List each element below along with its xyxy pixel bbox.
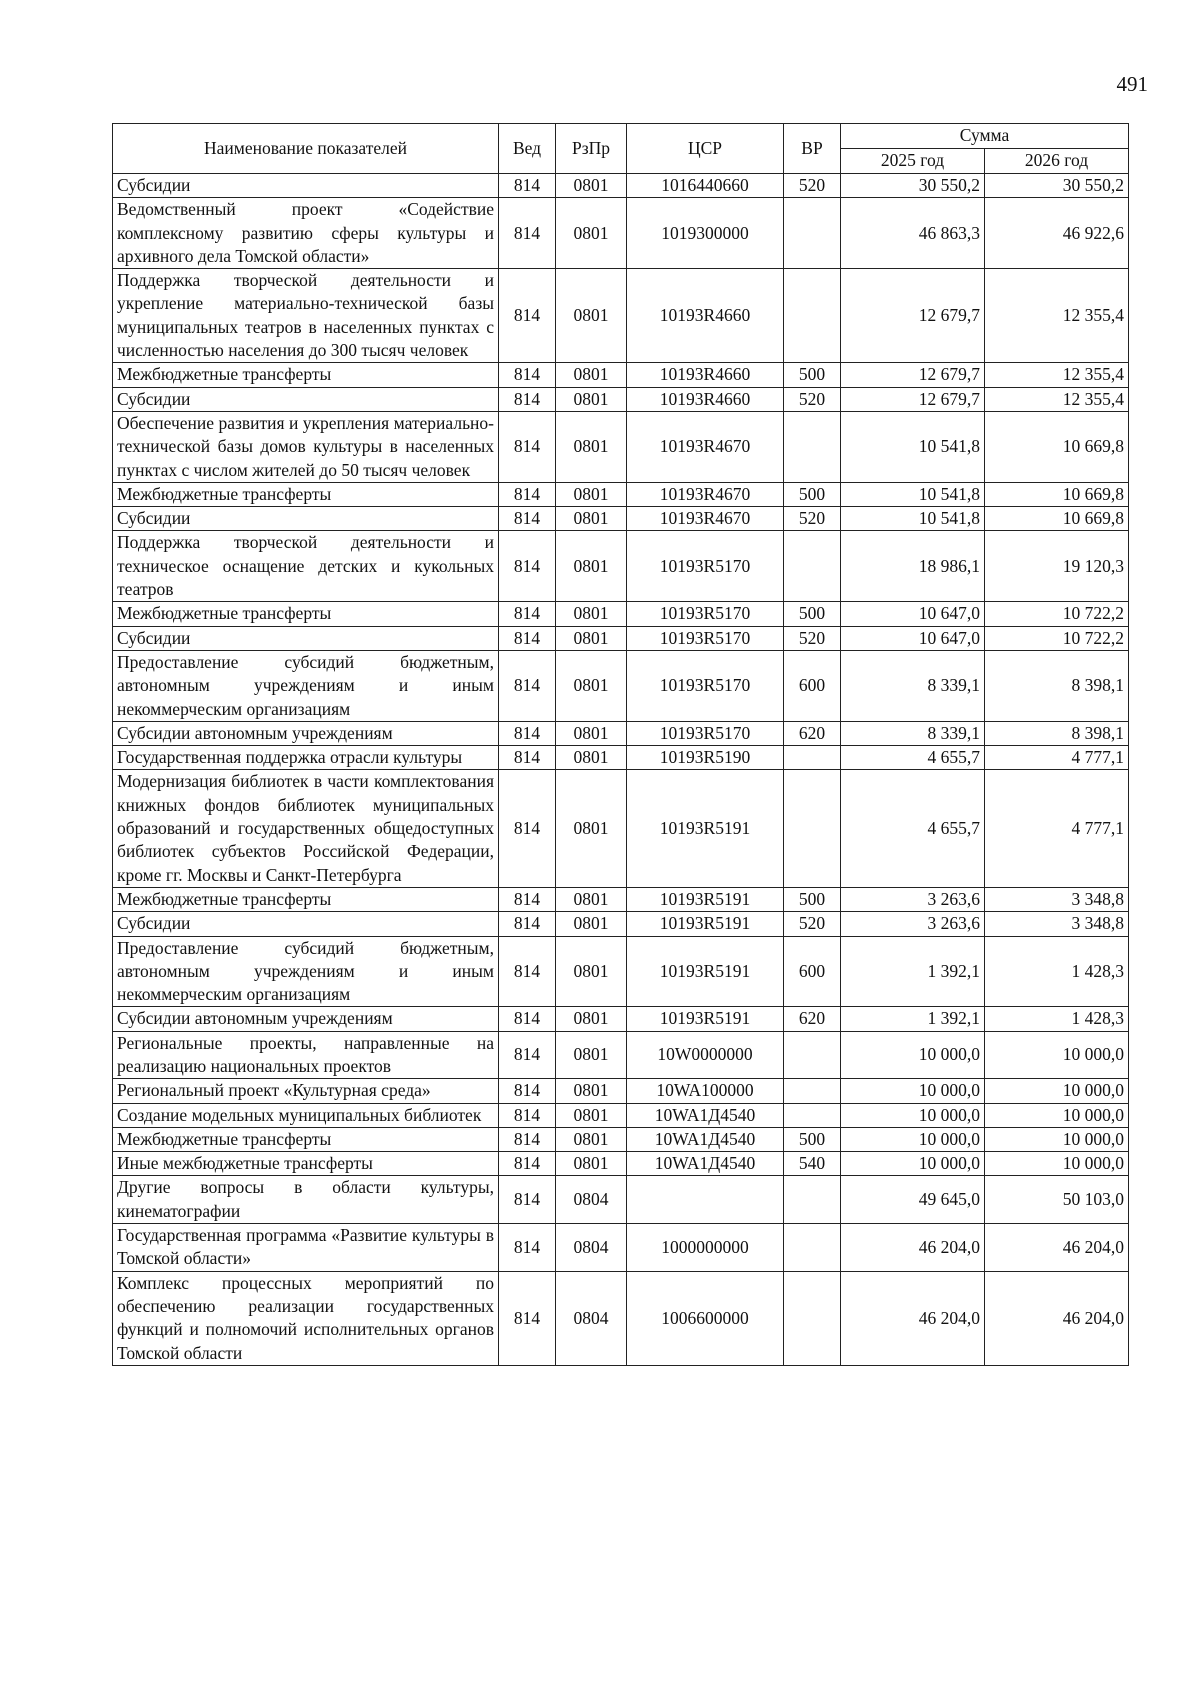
cell-sum-2026: 3 348,8 <box>985 887 1129 911</box>
header-ved: Вед <box>499 124 556 174</box>
cell-sum-2025: 12 679,7 <box>841 363 985 387</box>
cell-rzpr: 0801 <box>556 387 627 411</box>
cell-ved: 814 <box>499 626 556 650</box>
cell-rzpr: 0801 <box>556 1007 627 1031</box>
cell-name: Государственная программа «Развитие культуры в Томской области» <box>113 1224 499 1272</box>
cell-name: Субсидии автономным учреждениям <box>113 1007 499 1031</box>
cell-sum-2025: 10 541,8 <box>841 507 985 531</box>
cell-sum-2026: 10 000,0 <box>985 1103 1129 1127</box>
table-row <box>113 269 1129 363</box>
cell-name: Поддержка творческой деятельности и техническое оснащение детских и кукольных театров <box>113 531 499 602</box>
cell-csr: 10193R5170 <box>627 626 784 650</box>
cell-vr <box>784 1271 841 1365</box>
cell-csr: 10WA100000 <box>627 1079 784 1103</box>
cell-ved: 814 <box>499 1176 556 1224</box>
cell-csr: 10193R5170 <box>627 650 784 721</box>
table-row <box>113 650 1129 721</box>
table-body <box>113 174 1129 1366</box>
cell-ved: 814 <box>499 174 556 198</box>
cell-vr: 500 <box>784 887 841 911</box>
cell-rzpr: 0801 <box>556 721 627 745</box>
cell-name: Обеспечение развития и укрепления материально-технической базы домов культуры в населенных пунктах с числом жителей до 50 тысяч человек <box>113 411 499 482</box>
cell-sum-2026: 50 103,0 <box>985 1176 1129 1224</box>
cell-ved: 814 <box>499 1007 556 1031</box>
cell-rzpr: 0801 <box>556 363 627 387</box>
cell-sum-2026: 10 669,8 <box>985 482 1129 506</box>
cell-name: Поддержка творческой деятельности и укрепление материально-технической базы муниципальных театров в населенных пунктах с численностью населения до 300 тысяч человек <box>113 269 499 363</box>
table-row <box>113 746 1129 770</box>
cell-sum-2026: 10 000,0 <box>985 1152 1129 1176</box>
cell-ved: 814 <box>499 1271 556 1365</box>
cell-csr: 10193R5191 <box>627 912 784 936</box>
cell-rzpr: 0801 <box>556 602 627 626</box>
table-row <box>113 174 1129 198</box>
cell-sum-2026: 10 000,0 <box>985 1031 1129 1079</box>
cell-ved: 814 <box>499 1031 556 1079</box>
cell-ved: 814 <box>499 411 556 482</box>
cell-ved: 814 <box>499 1079 556 1103</box>
cell-name: Межбюджетные трансферты <box>113 887 499 911</box>
header-year-2025: 2025 год <box>841 149 985 174</box>
cell-ved: 814 <box>499 507 556 531</box>
cell-vr: 600 <box>784 650 841 721</box>
cell-rzpr: 0801 <box>556 912 627 936</box>
cell-vr: 500 <box>784 602 841 626</box>
cell-sum-2025: 46 863,3 <box>841 198 985 269</box>
cell-sum-2025: 10 000,0 <box>841 1127 985 1151</box>
cell-csr: 10193R5170 <box>627 531 784 602</box>
cell-name: Создание модельных муниципальных библиотек <box>113 1103 499 1127</box>
table-row <box>113 1007 1129 1031</box>
cell-vr <box>784 1103 841 1127</box>
cell-sum-2025: 10 000,0 <box>841 1031 985 1079</box>
cell-vr: 600 <box>784 936 841 1007</box>
cell-rzpr: 0801 <box>556 1103 627 1127</box>
cell-rzpr: 0801 <box>556 936 627 1007</box>
cell-csr: 10W0000000 <box>627 1031 784 1079</box>
cell-name: Ведомственный проект «Содействие комплексному развитию сферы культуры и архивного дела Томской области» <box>113 198 499 269</box>
cell-sum-2026: 4 777,1 <box>985 746 1129 770</box>
cell-rzpr: 0801 <box>556 1152 627 1176</box>
cell-vr <box>784 1224 841 1272</box>
table-row <box>113 387 1129 411</box>
cell-csr: 1006600000 <box>627 1271 784 1365</box>
cell-vr <box>784 269 841 363</box>
cell-sum-2025: 10 647,0 <box>841 626 985 650</box>
cell-ved: 814 <box>499 887 556 911</box>
cell-vr: 520 <box>784 912 841 936</box>
cell-vr: 500 <box>784 1127 841 1151</box>
cell-csr: 10193R4670 <box>627 482 784 506</box>
cell-sum-2025: 8 339,1 <box>841 721 985 745</box>
cell-name: Другие вопросы в области культуры, кинематографии <box>113 1176 499 1224</box>
cell-name: Государственная поддержка отрасли культуры <box>113 746 499 770</box>
cell-name: Субсидии <box>113 507 499 531</box>
table-row <box>113 1176 1129 1224</box>
cell-name: Субсидии <box>113 174 499 198</box>
table-row <box>113 721 1129 745</box>
cell-rzpr: 0801 <box>556 269 627 363</box>
cell-vr: 540 <box>784 1152 841 1176</box>
cell-rzpr: 0801 <box>556 626 627 650</box>
cell-csr: 10193R4670 <box>627 507 784 531</box>
cell-csr: 10193R4660 <box>627 363 784 387</box>
cell-ved: 814 <box>499 912 556 936</box>
cell-rzpr: 0801 <box>556 198 627 269</box>
cell-sum-2026: 3 348,8 <box>985 912 1129 936</box>
cell-csr: 10193R4660 <box>627 269 784 363</box>
cell-name: Иные межбюджетные трансферты <box>113 1152 499 1176</box>
cell-ved: 814 <box>499 482 556 506</box>
cell-sum-2026: 10 722,2 <box>985 626 1129 650</box>
cell-ved: 814 <box>499 936 556 1007</box>
cell-vr <box>784 198 841 269</box>
cell-rzpr: 0801 <box>556 1031 627 1079</box>
cell-vr: 500 <box>784 363 841 387</box>
cell-csr: 10193R5191 <box>627 770 784 887</box>
cell-rzpr: 0801 <box>556 770 627 887</box>
table-row <box>113 531 1129 602</box>
cell-sum-2025: 12 679,7 <box>841 269 985 363</box>
cell-vr: 620 <box>784 721 841 745</box>
cell-ved: 814 <box>499 531 556 602</box>
cell-ved: 814 <box>499 1103 556 1127</box>
cell-vr: 520 <box>784 626 841 650</box>
cell-name: Субсидии <box>113 626 499 650</box>
cell-ved: 814 <box>499 1127 556 1151</box>
cell-sum-2025: 1 392,1 <box>841 936 985 1007</box>
cell-vr: 500 <box>784 482 841 506</box>
cell-csr: 10193R5170 <box>627 602 784 626</box>
cell-csr: 10193R4670 <box>627 411 784 482</box>
cell-name: Модернизация библиотек в части комплектования книжных фондов библиотек муниципальных образований и государственных общедоступных библиотек субъектов Российской Федерации, кроме гг. Москвы и Санкт-Петербурга <box>113 770 499 887</box>
table-row <box>113 912 1129 936</box>
table-row <box>113 1271 1129 1365</box>
cell-rzpr: 0801 <box>556 531 627 602</box>
table-row <box>113 602 1129 626</box>
cell-name: Региональный проект «Культурная среда» <box>113 1079 499 1103</box>
table-row <box>113 1103 1129 1127</box>
header-rzpr: РзПр <box>556 124 627 174</box>
cell-sum-2025: 4 655,7 <box>841 746 985 770</box>
header-csr: ЦСР <box>627 124 784 174</box>
table-row <box>113 1127 1129 1151</box>
cell-vr: 520 <box>784 174 841 198</box>
cell-name: Субсидии <box>113 387 499 411</box>
cell-vr: 620 <box>784 1007 841 1031</box>
cell-name: Межбюджетные трансферты <box>113 602 499 626</box>
cell-sum-2025: 10 000,0 <box>841 1103 985 1127</box>
cell-csr: 10193R5191 <box>627 1007 784 1031</box>
cell-rzpr: 0801 <box>556 482 627 506</box>
cell-sum-2026: 8 398,1 <box>985 721 1129 745</box>
header-year-2026: 2026 год <box>985 149 1129 174</box>
cell-rzpr: 0804 <box>556 1176 627 1224</box>
cell-sum-2026: 12 355,4 <box>985 269 1129 363</box>
cell-sum-2026: 46 922,6 <box>985 198 1129 269</box>
cell-ved: 814 <box>499 198 556 269</box>
cell-sum-2025: 46 204,0 <box>841 1271 985 1365</box>
cell-sum-2026: 12 355,4 <box>985 387 1129 411</box>
table-row <box>113 1031 1129 1079</box>
budget-table <box>112 123 1129 1366</box>
cell-vr: 520 <box>784 507 841 531</box>
cell-csr: 1019300000 <box>627 198 784 269</box>
cell-sum-2025: 8 339,1 <box>841 650 985 721</box>
cell-sum-2025: 10 000,0 <box>841 1152 985 1176</box>
table-row <box>113 887 1129 911</box>
cell-sum-2026: 10 000,0 <box>985 1079 1129 1103</box>
cell-vr <box>784 1079 841 1103</box>
cell-sum-2026: 10 722,2 <box>985 602 1129 626</box>
cell-ved: 814 <box>499 721 556 745</box>
cell-sum-2025: 3 263,6 <box>841 887 985 911</box>
table-row <box>113 936 1129 1007</box>
cell-sum-2026: 10 669,8 <box>985 411 1129 482</box>
cell-rzpr: 0801 <box>556 411 627 482</box>
cell-rzpr: 0801 <box>556 887 627 911</box>
cell-csr: 10193R5190 <box>627 746 784 770</box>
cell-sum-2025: 10 541,8 <box>841 482 985 506</box>
cell-sum-2026: 10 669,8 <box>985 507 1129 531</box>
cell-sum-2026: 8 398,1 <box>985 650 1129 721</box>
cell-sum-2025: 18 986,1 <box>841 531 985 602</box>
cell-vr: 520 <box>784 387 841 411</box>
cell-sum-2026: 12 355,4 <box>985 363 1129 387</box>
cell-name: Межбюджетные трансферты <box>113 363 499 387</box>
cell-csr: 10WA1Д4540 <box>627 1152 784 1176</box>
cell-sum-2025: 30 550,2 <box>841 174 985 198</box>
cell-vr <box>784 1176 841 1224</box>
table-row <box>113 1152 1129 1176</box>
cell-sum-2025: 46 204,0 <box>841 1224 985 1272</box>
table-row <box>113 411 1129 482</box>
cell-rzpr: 0804 <box>556 1271 627 1365</box>
cell-csr: 10193R5191 <box>627 887 784 911</box>
cell-csr: 1000000000 <box>627 1224 784 1272</box>
cell-vr <box>784 770 841 887</box>
cell-ved: 814 <box>499 363 556 387</box>
cell-sum-2025: 10 541,8 <box>841 411 985 482</box>
cell-ved: 814 <box>499 387 556 411</box>
cell-sum-2025: 12 679,7 <box>841 387 985 411</box>
cell-ved: 814 <box>499 770 556 887</box>
table-row <box>113 626 1129 650</box>
cell-rzpr: 0801 <box>556 1079 627 1103</box>
cell-name: Субсидии <box>113 912 499 936</box>
cell-sum-2026: 1 428,3 <box>985 1007 1129 1031</box>
cell-sum-2026: 10 000,0 <box>985 1127 1129 1151</box>
cell-name: Субсидии автономным учреждениям <box>113 721 499 745</box>
cell-name: Комплекс процессных мероприятий по обеспечению реализации государственных функций и полномочий исполнительных органов Томской области <box>113 1271 499 1365</box>
table-row <box>113 507 1129 531</box>
cell-ved: 814 <box>499 1224 556 1272</box>
cell-sum-2026: 1 428,3 <box>985 936 1129 1007</box>
cell-csr: 10WA1Д4540 <box>627 1103 784 1127</box>
cell-csr: 10193R4660 <box>627 387 784 411</box>
cell-sum-2025: 10 647,0 <box>841 602 985 626</box>
cell-csr: 10193R5170 <box>627 721 784 745</box>
cell-ved: 814 <box>499 269 556 363</box>
cell-name: Региональные проекты, направленные на реализацию национальных проектов <box>113 1031 499 1079</box>
table-row <box>113 1079 1129 1103</box>
cell-ved: 814 <box>499 650 556 721</box>
cell-sum-2026: 19 120,3 <box>985 531 1129 602</box>
cell-name: Межбюджетные трансферты <box>113 1127 499 1151</box>
cell-rzpr: 0804 <box>556 1224 627 1272</box>
cell-csr: 1016440660 <box>627 174 784 198</box>
cell-sum-2025: 4 655,7 <box>841 770 985 887</box>
cell-rzpr: 0801 <box>556 1127 627 1151</box>
cell-sum-2025: 49 645,0 <box>841 1176 985 1224</box>
header-sum: Сумма <box>841 124 1129 149</box>
cell-rzpr: 0801 <box>556 174 627 198</box>
page-number: 491 <box>1116 72 1148 96</box>
cell-sum-2026: 4 777,1 <box>985 770 1129 887</box>
cell-name: Предоставление субсидий бюджетным, автономным учреждениям и иным некоммерческим организациям <box>113 650 499 721</box>
cell-csr: 10WA1Д4540 <box>627 1127 784 1151</box>
cell-csr: 10193R5191 <box>627 936 784 1007</box>
cell-vr <box>784 746 841 770</box>
header-vr: ВР <box>784 124 841 174</box>
header-name: Наименование показателей <box>113 124 499 174</box>
table-row <box>113 1224 1129 1272</box>
cell-sum-2026: 30 550,2 <box>985 174 1129 198</box>
cell-sum-2025: 1 392,1 <box>841 1007 985 1031</box>
cell-name: Предоставление субсидий бюджетным, автономным учреждениям и иным некоммерческим организациям <box>113 936 499 1007</box>
table-row <box>113 198 1129 269</box>
cell-sum-2025: 3 263,6 <box>841 912 985 936</box>
cell-ved: 814 <box>499 602 556 626</box>
table-row <box>113 770 1129 887</box>
cell-vr <box>784 1031 841 1079</box>
cell-ved: 814 <box>499 746 556 770</box>
cell-sum-2026: 46 204,0 <box>985 1224 1129 1272</box>
cell-vr <box>784 411 841 482</box>
cell-csr <box>627 1176 784 1224</box>
cell-rzpr: 0801 <box>556 746 627 770</box>
cell-rzpr: 0801 <box>556 650 627 721</box>
cell-name: Межбюджетные трансферты <box>113 482 499 506</box>
cell-rzpr: 0801 <box>556 507 627 531</box>
cell-ved: 814 <box>499 1152 556 1176</box>
cell-sum-2026: 46 204,0 <box>985 1271 1129 1365</box>
table-row <box>113 363 1129 387</box>
cell-sum-2025: 10 000,0 <box>841 1079 985 1103</box>
cell-vr <box>784 531 841 602</box>
table-row <box>113 482 1129 506</box>
